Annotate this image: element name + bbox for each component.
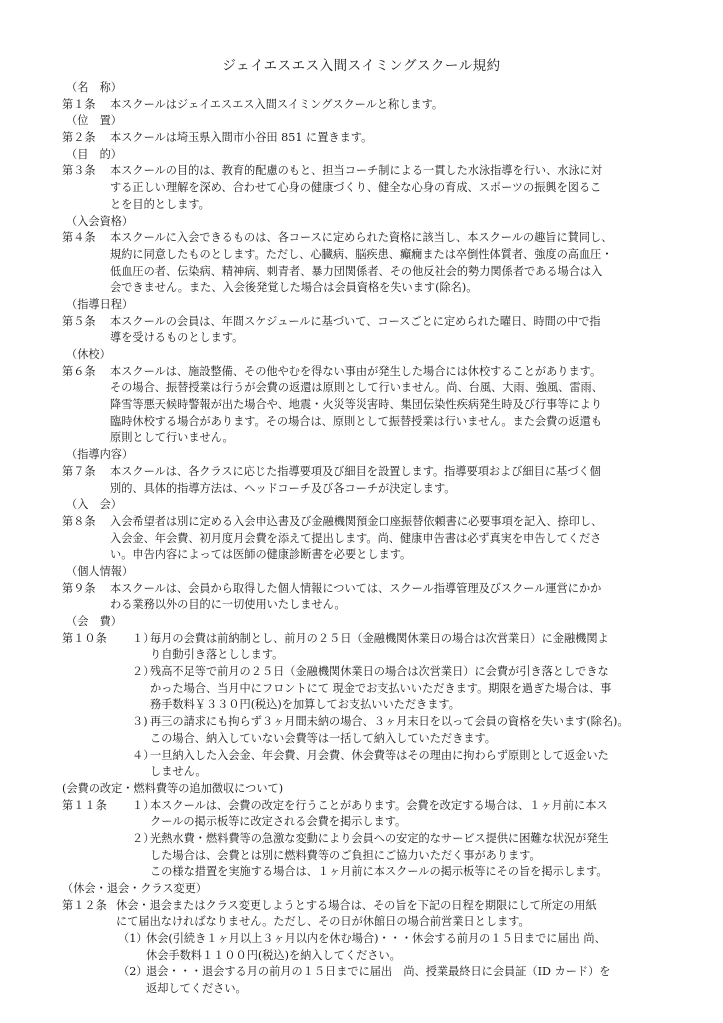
article-number: 第１１条 bbox=[62, 798, 107, 812]
article-heading: （個人情報） bbox=[66, 564, 134, 578]
article-text: 本スクールに入会できるものは、各コースに定められた資格に該当し、本スクールの趣旨に賛同し、 bbox=[110, 231, 613, 245]
article-item bbox=[62, 797, 674, 830]
article-heading: (会費の改定・燃料費等の追加徴収について) bbox=[62, 781, 284, 795]
article-number: 第８条 bbox=[62, 514, 96, 528]
item-number: ２） bbox=[132, 831, 155, 845]
article-heading: （位 置） bbox=[66, 114, 122, 128]
item-number: ２） bbox=[132, 665, 155, 679]
item-text: 返却してください。 bbox=[146, 982, 247, 996]
item-text: 休会手数料１１００円(税込)を納入してください。 bbox=[146, 948, 401, 962]
article-text: 本スクールは埼玉県入間市小谷田 851 に置きます。 bbox=[110, 131, 373, 145]
article-text: 本スクールはジェイエスエス入間スイミングスクールと称します。 bbox=[110, 97, 444, 111]
item-text: この様な措置を実施する場合は、１ヶ月前に本スクールの掲示板等にその旨を掲示します。 bbox=[150, 865, 608, 879]
article-item bbox=[62, 663, 674, 713]
item-text: 残高不足等で前月の２５日（金融機関休業日の場合は次営業日）に会費が引き落としできな bbox=[150, 665, 609, 679]
article-text: とを目的とします。 bbox=[110, 197, 210, 211]
item-number: （2） bbox=[118, 965, 148, 979]
article-text: その場合、振替授業は行うが会費の返還は原則として行いません。尚、台風、大雨、強風、雷雨、 bbox=[110, 381, 603, 395]
item-text: この場合、納入していない会費等は一括して納入していただきます。 bbox=[150, 731, 496, 745]
item-text: 再三の請求にも拘らず３ヶ月間未納の場合、３ヶ月末日を以って会員の資格を失います(除名)。 bbox=[150, 715, 629, 729]
item-text: 休会(引続き１ヶ月以上３ヶ月以内を休む場合)・・・休会する前月の１５日までに届出 尚、 bbox=[146, 932, 606, 946]
article-5 bbox=[62, 313, 674, 346]
article-heading: （休校） bbox=[66, 348, 111, 361]
article-text: 導を受けるものとします。 bbox=[110, 331, 244, 345]
item-number: １） bbox=[132, 631, 155, 645]
article-8 bbox=[62, 513, 674, 563]
article-text: 入会金、年会費、初月度月会費を添えて提出します。尚、健康申告書は必ず真実を申告してくださ bbox=[110, 531, 602, 545]
item-number: １） bbox=[132, 798, 155, 812]
article-heading: （入会資格） bbox=[66, 214, 134, 228]
item-number: ３) bbox=[132, 715, 148, 729]
article-number: 第１２条 bbox=[62, 898, 107, 912]
item-text: 本スクールは、会費の改定を行うことがあります。会費を改定する場合は、１ヶ月前に本ス bbox=[150, 798, 608, 812]
article-2 bbox=[62, 129, 674, 146]
article-text: 本スクールは、各クラスに応じた指導要項及び細目を設置します。指導要項および細目に基づく個 bbox=[110, 464, 601, 478]
item-text: り自動引き落としします。 bbox=[150, 648, 284, 662]
article-item bbox=[62, 930, 674, 963]
item-text: クールの掲示板等に改定される会費を掲示します。 bbox=[150, 815, 407, 829]
article-item bbox=[62, 713, 674, 746]
article-number: 第５条 bbox=[62, 314, 96, 328]
article-text: 規約に同意したものとします。ただし、心臓病、脳疾患、癲癇または卒倒性体質者、強度の高血圧・ bbox=[110, 247, 613, 261]
article-text: 本スクールは、施設整備、その他やむを得ない事由が発生した場合には休校することがあります。 bbox=[110, 364, 602, 378]
article-text: 低血圧の者、伝染病、精神病、刺青者、暴力団関係者、その他反社会的勢力関係者である場合は入 bbox=[110, 264, 603, 278]
article-4 bbox=[62, 229, 674, 296]
item-text: しません。 bbox=[150, 765, 207, 779]
item-text: 務手数料￥３３０円(税込)を加算してお支払いいただきます。 bbox=[150, 698, 460, 712]
article-number: 第７条 bbox=[62, 464, 96, 478]
article-text: 休会・退会またはクラス変更しようとする場合は、その旨を下記の日程を期限にして所定の用紙 bbox=[116, 898, 597, 912]
article-heading: （休会・退会・クラス変更） bbox=[62, 882, 208, 895]
article-1 bbox=[62, 96, 674, 113]
article-text: 入会希望者は別に定める入会申込書及び金融機関預金口座振替依頼書に必要事項を記入、捺印し、 bbox=[110, 514, 603, 528]
article-item bbox=[62, 830, 674, 880]
article-heading: （会 費） bbox=[66, 615, 122, 628]
item-text: 退会・・・退会する月の前月の１５日までに届出 尚、授業最終日に会員証（ID カード）を bbox=[146, 965, 611, 979]
item-text: かった場合、当月中にフロントにて 現金でお支払いいただきます。期限を過ぎた場合は、事 bbox=[150, 681, 612, 695]
item-number: ４） bbox=[132, 748, 155, 762]
article-text: 本スクールは、会員から取得した個人情報については、スクール指導管理及びスクール運営にかか bbox=[110, 581, 602, 595]
article-item bbox=[62, 963, 674, 996]
article-number: 第４条 bbox=[62, 231, 96, 245]
article-number: 第１条 bbox=[62, 97, 96, 111]
article-item bbox=[62, 630, 674, 663]
article-text: 会できません。また、入会後発覚した場合は会員資格を失います(除名)。 bbox=[110, 281, 478, 295]
article-heading: （目 的） bbox=[66, 147, 122, 161]
article-9 bbox=[62, 580, 674, 613]
article-text: わる業務以外の目的に一切使用いたしません。 bbox=[110, 598, 346, 612]
article-11 bbox=[62, 797, 674, 880]
document-body bbox=[62, 79, 674, 997]
article-heading: （指導内容） bbox=[66, 448, 134, 462]
article-text: する正しい理解を深め、合わせて心身の健康づくり、健全な心身の育成、スポーツの振興を図るこ bbox=[110, 181, 602, 195]
article-number: 第１０条 bbox=[62, 631, 107, 645]
article-10 bbox=[62, 630, 674, 780]
article-text: 降雪等悪天候時警報が出た場合や、地震・火災等災害時、集団伝染性疾病発生時及び行事等により bbox=[110, 398, 603, 412]
article-12 bbox=[62, 897, 674, 997]
item-number: （1） bbox=[118, 932, 148, 946]
document-title: ジェイエスエス入間スイミングスクール規約 bbox=[222, 58, 501, 74]
article-number: 第２条 bbox=[62, 131, 96, 145]
article-3 bbox=[62, 162, 674, 212]
article-text: 本スクールの会員は、年間スケジュールに基づいて、コースごとに定められた曜日、時間の中で指 bbox=[110, 314, 601, 328]
article-number: 第９条 bbox=[62, 581, 96, 595]
article-number: 第６条 bbox=[62, 364, 96, 378]
article-text: 別的、具体的指導方法は、ヘッドコーチ及び各コーチが決定します。 bbox=[110, 481, 456, 495]
article-heading: （指導日程） bbox=[66, 297, 134, 311]
item-text: 光熱水費・燃料費等の急激な変動により会員への安定的なサービス提供に困難な状況が発生 bbox=[150, 831, 609, 845]
article-text: 臨時休校する場合があります。その場合は、原則として振替授業は行いません。また会費の返還も bbox=[110, 414, 603, 428]
article-6 bbox=[62, 363, 674, 446]
article-heading: （名 称） bbox=[66, 81, 122, 94]
item-text: した場合は、会費とは別に燃料費等のご負担にご協力いただく事があります。 bbox=[150, 848, 541, 862]
article-text: にて届出なければなりません。ただし、その日が休館日の場合前営業日とします。 bbox=[116, 915, 530, 929]
article-text: 本スクールの目的は、教育的配慮のもと、担当コーチ制による一貫した水泳指導を行い、水泳に対 bbox=[110, 164, 603, 178]
item-text: 毎月の会費は前納制とし、前月の２５日（金融機関休業日の場合は次営業日）に金融機関よ bbox=[150, 631, 609, 645]
article-item bbox=[62, 747, 674, 780]
article-7 bbox=[62, 463, 674, 496]
article-heading: （入 会） bbox=[66, 498, 122, 512]
item-text: 一旦納入した入会金、年会費、月会費、休会費等はその理由に拘わらず原則として返金いた bbox=[150, 748, 609, 762]
article-text: い。申告内容によっては医師の健康診断書を必要とします。 bbox=[110, 548, 412, 562]
article-text: 原則として行いません。 bbox=[110, 431, 234, 445]
article-number: 第３条 bbox=[62, 164, 96, 178]
